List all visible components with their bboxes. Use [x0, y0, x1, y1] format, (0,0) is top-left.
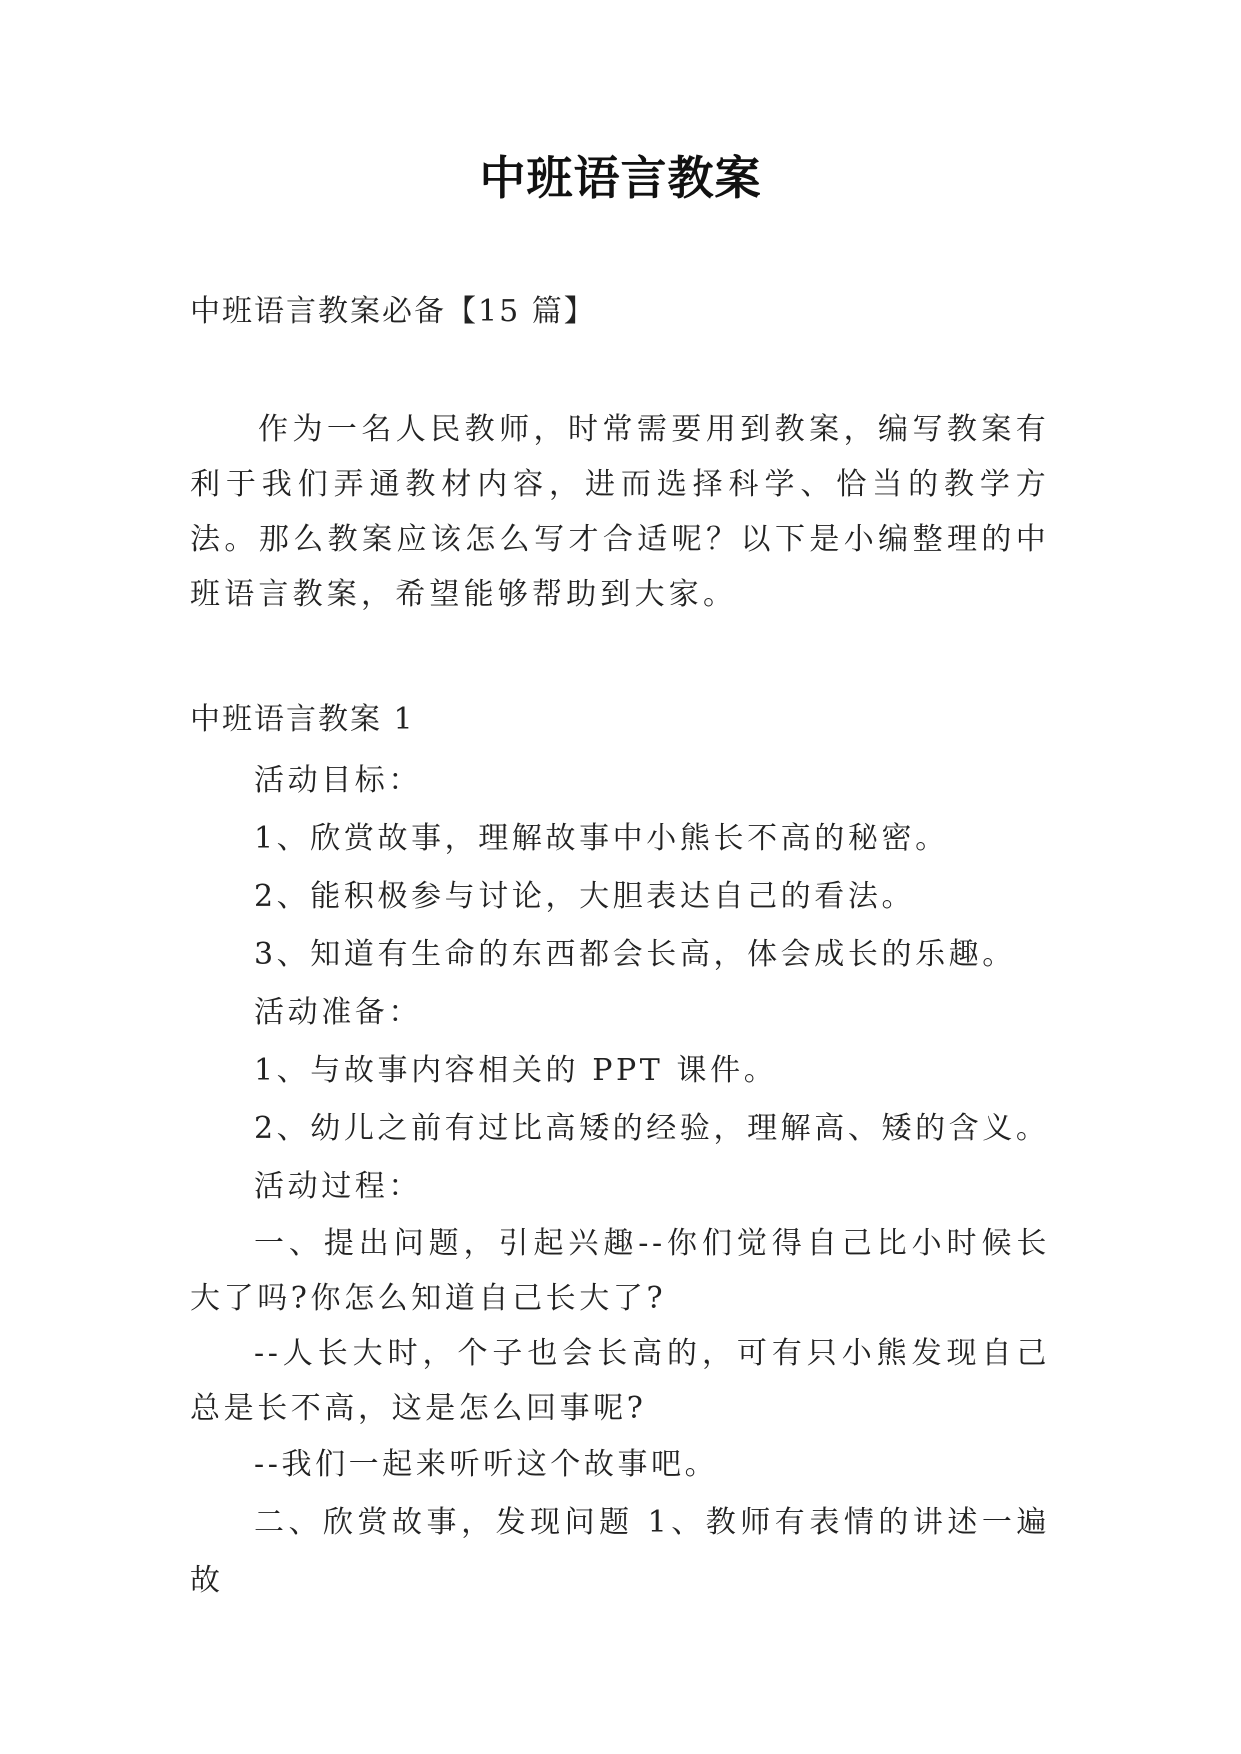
document-subtitle: 中班语言教案必备【15 篇】 — [190, 294, 596, 329]
paragraph-objective-1: 1、欣赏故事，理解故事中小熊长不高的秘密。 — [254, 821, 949, 856]
paragraph-objectives-heading: 活动目标： — [254, 763, 422, 798]
paragraph-process-heading: 活动过程： — [254, 1169, 422, 1204]
paragraph-objective-3: 3、知道有生命的东西都会长高，体会成长的乐趣。 — [254, 937, 1016, 972]
paragraph-preparation-1: 1、与故事内容相关的 PPT 课件。 — [254, 1053, 778, 1088]
intro-paragraph: 作为一名人民教师，时常需要用到教案，编写教案有利于我们弄通教材内容，进而选择科学、恰当的教学方法。那么教案应该怎么写才合适呢？以下是小编整理的中班语言教案，希望能够帮助到大家。 — [190, 412, 1050, 612]
paragraph-process-step-2: 二、欣赏故事，发现问题 1、教师有表情的讲述一遍故 — [190, 1505, 1050, 1598]
paragraph-process-dialogue-1: --人长大时，个子也会长高的，可有只小熊发现自己总是长不高，这是怎么回事呢? — [190, 1336, 1050, 1426]
document-title: 中班语言教案 — [479, 151, 762, 205]
section-heading: 中班语言教案 1 — [190, 702, 415, 737]
paragraph-objective-2: 2、能积极参与讨论，大胆表达自己的看法。 — [254, 879, 916, 914]
paragraph-preparation-heading: 活动准备： — [254, 995, 422, 1030]
paragraph-process-dialogue-2: --我们一起来听听这个故事吧。 — [254, 1447, 719, 1482]
paragraph-process-step-1: 一、提出问题，引起兴趣--你们觉得自己比小时候长大了吗?你怎么知道自己长大了? — [190, 1226, 1050, 1316]
paragraph-preparation-2: 2、幼儿之前有过比高矮的经验，理解高、矮的含义。 — [254, 1111, 1050, 1146]
document-body — [190, 752, 1050, 1610]
